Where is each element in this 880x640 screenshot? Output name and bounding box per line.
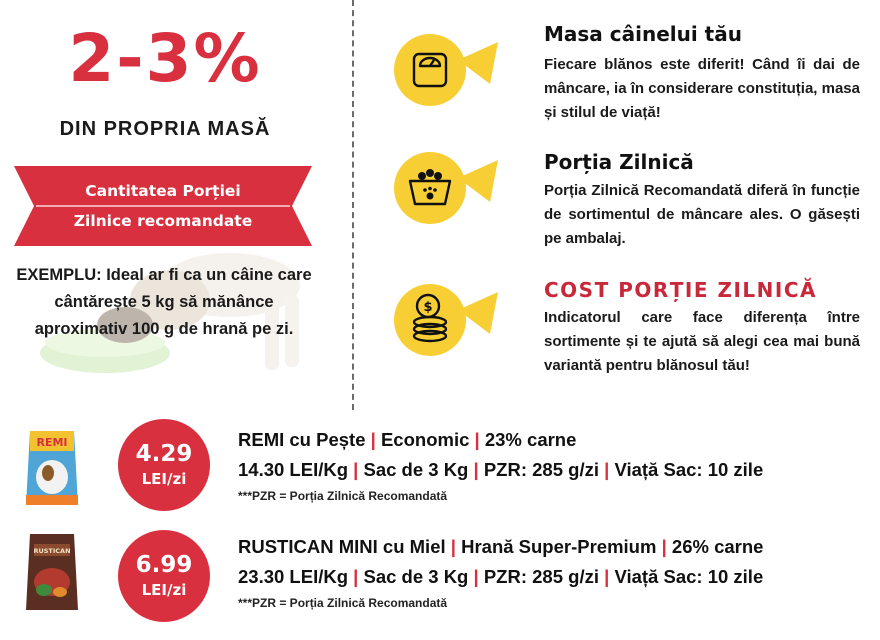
feature-title-mass: Masa câinelui tău xyxy=(544,22,742,46)
remi-meat: 23% carne xyxy=(484,429,577,450)
rustican-footnote: ***PZR = Porția Zilnică Recomandată xyxy=(238,596,448,610)
headline-subtitle: DIN PROPRIA MASĂ xyxy=(59,118,271,140)
ribbon-line-1: Cantitatea Porției xyxy=(85,182,241,200)
svg-text:$: $ xyxy=(423,300,433,315)
column-divider xyxy=(352,0,354,410)
coins-bubble xyxy=(390,280,500,360)
rustican-daily-cost: 6.99 xyxy=(135,552,193,578)
feature-text-cost: Indicatorul care face diferența între sortimente și te ajută să alegi cea mai bună variantă pentru blănosul tău! xyxy=(544,309,860,374)
rustican-name: RUSTICAN MINI cu Miel xyxy=(238,536,446,557)
remi-category: Economic xyxy=(380,429,470,450)
remi-bag-image xyxy=(24,425,80,509)
feature-text-portion: Porția Zilnică Recomandată diferă în funcție de sortimentul de mâncare ales. O găsești pe ambalaj. xyxy=(544,182,860,247)
ribbon-line-2: Zilnice recomandate xyxy=(73,212,253,230)
feature-text-mass: Fiecare blănos este diferit! Când îi dai de mâncare, ia în considerare constituția, masa și stilul de viață! xyxy=(544,56,860,121)
rustican-daily-cost-unit: LEI/zi xyxy=(141,581,187,599)
scale-bubble xyxy=(390,30,500,110)
rustican-price-kg: 23.30 LEI/Kg xyxy=(238,566,349,587)
rustican-category: Hrană Super-Premium xyxy=(461,536,657,557)
rustican-bag-image xyxy=(24,530,80,614)
remi-pzr: PZR: 285 g/zi xyxy=(483,459,599,480)
feature-title-cost: COST PORȚIE ZILNICĂ xyxy=(544,278,817,302)
feature-title-portion: Porția Zilnică xyxy=(544,150,694,174)
remi-daily-cost-unit: LEI/zi xyxy=(141,470,187,488)
rustican-bag-life: Viață Sac: 10 zile xyxy=(614,566,764,587)
remi-bag-size: Sac de 3 Kg xyxy=(363,459,469,480)
remi-price-kg: 14.30 LEI/Kg xyxy=(238,459,349,480)
headline-percentage: 2-3% xyxy=(68,20,262,97)
bowl-bubble xyxy=(390,148,500,228)
remi-footnote: ***PZR = Porția Zilnică Recomandată xyxy=(238,489,448,503)
rustican-details-line: 23.30 LEI/Kg | Sac de 3 Kg | PZR: 285 g/zi | Viață Sac: 10 zile xyxy=(238,566,764,587)
remi-bag-life: Viață Sac: 10 zile xyxy=(614,459,764,480)
ribbon-text xyxy=(14,166,312,246)
remi-daily-cost: 4.29 xyxy=(135,441,193,467)
remi-title-line: REMI cu Pește | Economic | 23% carne xyxy=(238,429,577,450)
remi-bag-label: REMI xyxy=(36,436,68,449)
rustican-price-badge xyxy=(118,530,210,622)
remi-price-badge xyxy=(118,419,210,511)
remi-name: REMI cu Pește xyxy=(238,429,366,450)
example-text: EXEMPLU: Ideal ar fi ca un câine care cântărește 5 kg să mănânce aproximativ 100 g de hrană pe zi. xyxy=(16,266,312,338)
rustican-bag-size: Sac de 3 Kg xyxy=(363,566,469,587)
rustican-meat: 26% carne xyxy=(671,536,764,557)
rustican-pzr: PZR: 285 g/zi xyxy=(483,566,599,587)
rustican-title-line: RUSTICAN MINI cu Miel | Hrană Super-Premium | 26% carne xyxy=(238,536,764,557)
remi-details-line: 14.30 LEI/Kg | Sac de 3 Kg | PZR: 285 g/zi | Viață Sac: 10 zile xyxy=(238,459,764,480)
rustican-bag-label: RUSTICAN xyxy=(33,547,71,555)
